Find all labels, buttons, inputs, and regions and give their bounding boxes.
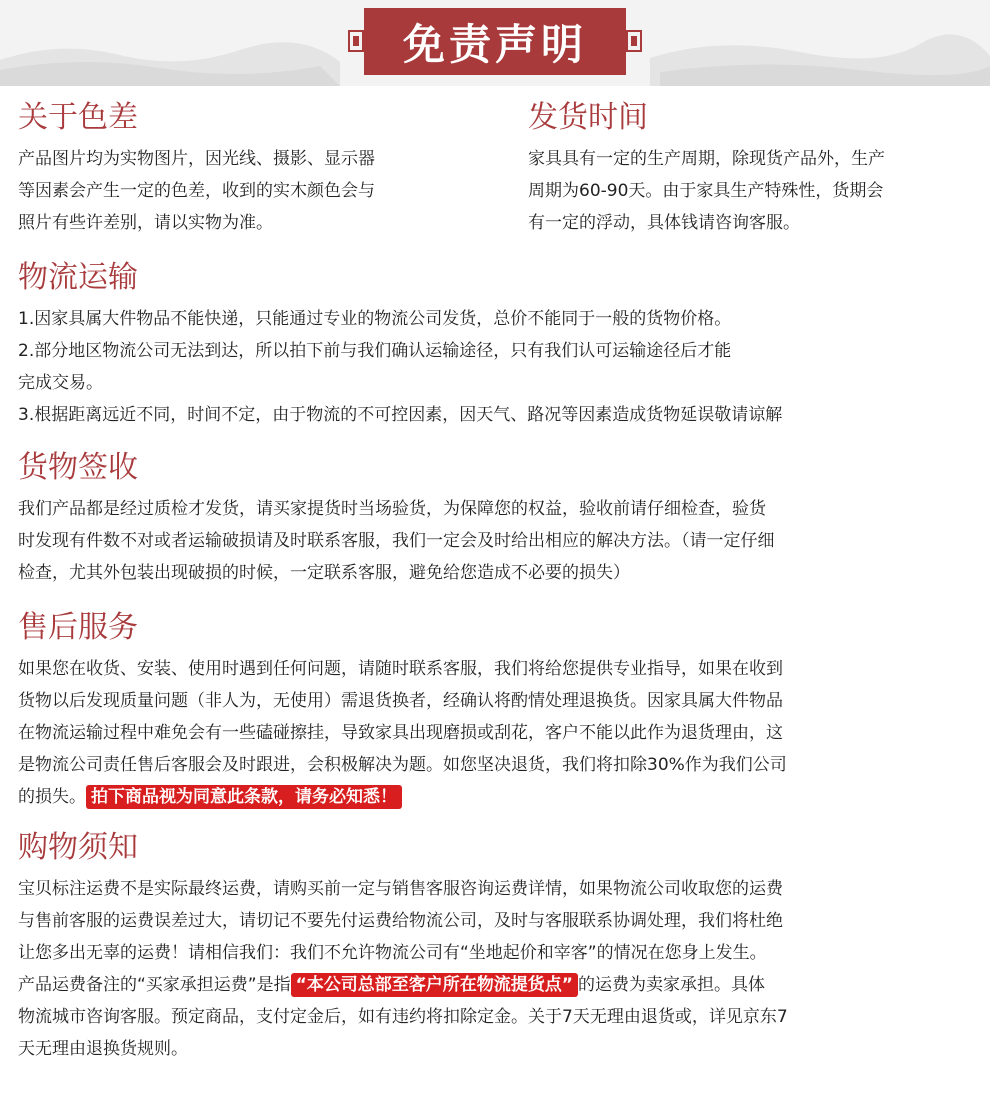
banner-title-box	[364, 8, 626, 75]
para-line: 与售前客服的运费误差过大，请切记不要先付运费给物流公司，及时与客服联系协调处理，我们将杜绝	[18, 911, 783, 931]
heading-after-sales: 售后服务	[18, 610, 138, 645]
after-sales-prefix: 的损失。	[18, 787, 86, 807]
freight-suffix: 的运费为卖家承担。具体	[577, 975, 765, 995]
para-receipt	[18, 493, 978, 589]
para-line: 1.因家具属大件物品不能快递，只能通过专业的物流公司发货，总价不能同于一般的货物价格。	[18, 309, 732, 329]
para-line: 货物以后发现质量问题（非人为，无使用）需退货换者，经确认将酌情处理退换货。因家具属大件物品	[18, 691, 783, 711]
header-banner	[0, 0, 990, 86]
para-line: 3.根据距离远近不同，时间不定，由于物流的不可控因素，因天气、路况等因素造成货物延误敬请谅解	[18, 405, 783, 425]
para-line: 产品图片均为实物图片，因光线、摄影、显示器	[18, 149, 375, 169]
para-line: 我们产品都是经过质检才发货，请买家提货时当场验货，为保障您的权益，验收前请仔细检查，验货	[18, 499, 766, 519]
para-shipping-time	[528, 143, 983, 239]
ornament-right-icon	[626, 30, 642, 56]
para-shopping-notice	[18, 873, 978, 1065]
heading-color-diff: 关于色差	[18, 100, 138, 135]
heading-receipt: 货物签收	[18, 450, 138, 485]
para-line-freight	[18, 969, 978, 1001]
page-title: 免责声明	[402, 19, 587, 69]
para-line: 天无理由退换货规则。	[18, 1039, 188, 1059]
para-line: 让您多出无辜的运费！请相信我们：我们不允许物流公司有“坐地起价和宰客”的情况在您身上发生。	[18, 943, 767, 963]
para-line: 检查，尤其外包装出现破损的时候，一定联系客服，避免给您造成不必要的损失）	[18, 563, 630, 583]
para-line: 时发现有件数不对或者运输破损请及时联系客服，我们一定会及时给出相应的解决方法。（请一定仔细	[18, 531, 775, 551]
para-after-sales	[18, 653, 978, 813]
para-line: 完成交易。	[18, 373, 103, 393]
para-line: 如果您在收货、安装、使用时遇到任何问题，请随时联系客服，我们将给您提供专业指导，如果在收到	[18, 659, 783, 679]
para-line: 有一定的浮动，具体钱请咨询客服。	[528, 213, 800, 233]
heading-shipping-time: 发货时间	[528, 100, 648, 135]
para-line: 宝贝标注运费不是实际最终运费，请购买前一定与销售客服咨询运费详情，如果物流公司收取您的运费	[18, 879, 783, 899]
para-line: 物流城市咨询客服。预定商品，支付定金后，如有违约将扣除定金。关于7天无理由退货或，详见京东7	[18, 1007, 788, 1027]
para-line: 是物流公司责任售后客服会及时跟进，会积极解决为题。如您坚决退货，我们将扣除30%作为我们公司	[18, 755, 787, 775]
para-line-last	[18, 781, 978, 813]
para-line: 等因素会产生一定的色差，收到的实木颜色会与	[18, 181, 375, 201]
para-color-diff	[18, 143, 488, 239]
para-line: 周期为60-90天。由于家具生产特殊性，货期会	[528, 181, 884, 201]
para-logistics	[18, 303, 978, 431]
para-line: 照片有些许差别，请以实物为准。	[18, 213, 273, 233]
para-line: 2.部分地区物流公司无法到达，所以拍下前与我们确认运输途径，只有我们认可运输途径后才能	[18, 341, 732, 361]
para-line: 在物流运输过程中难免会有一些磕碰擦挂，导致家具出现磨损或刮花，客户不能以此作为退货理由，这	[18, 723, 783, 743]
freight-highlight: “本公司总部至客户所在物流提货点”	[291, 973, 578, 997]
agreement-highlight: 拍下商品视为同意此条款，请务必知悉！	[86, 785, 402, 809]
ornament-left-icon	[348, 30, 364, 56]
heading-shopping-notice: 购物须知	[18, 830, 138, 865]
heading-logistics: 物流运输	[18, 260, 138, 295]
freight-prefix: 产品运费备注的“买家承担运费”是指	[18, 975, 291, 995]
para-line: 家具具有一定的生产周期，除现货产品外，生产	[528, 149, 885, 169]
